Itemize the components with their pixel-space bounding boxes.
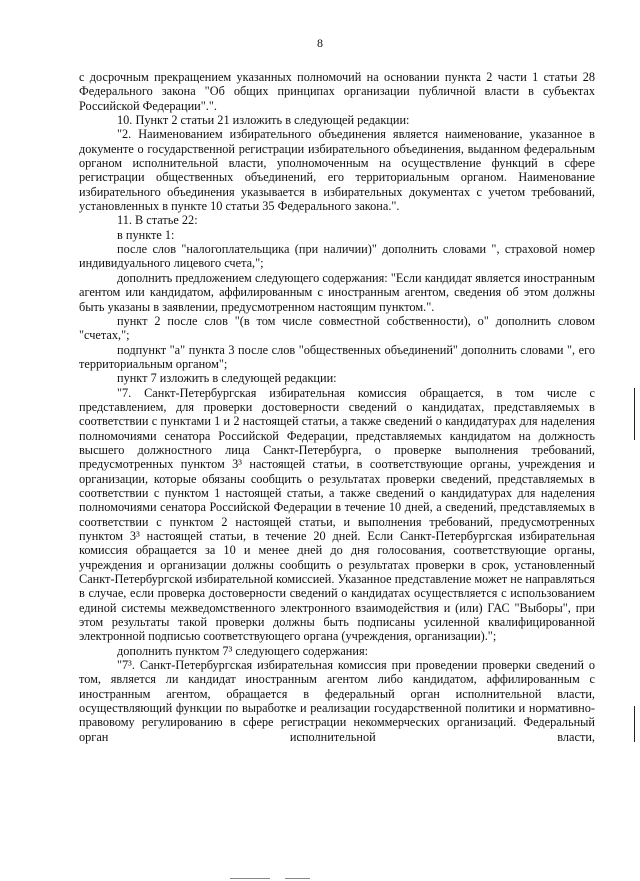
paragraph: "7³. Санкт-Петербургская избирательная комиссия при проведении проверки сведений о том, является ли кандидат иностранным агентом либо кандидатом, аффилированным с иностранным агентом, обращается в федеральный орган исполнительной власти, осуществляющий функции по выработке и реализации государственной политики и нормативно-правовому регулированию в сфере регистрации некоммерческих организаций. Федеральный орган исполнительной власти, bbox=[79, 658, 595, 744]
paragraph: 11. В статье 22: bbox=[117, 213, 198, 228]
paragraph: 10. Пункт 2 статьи 21 изложить в следующей редакции: bbox=[117, 113, 410, 128]
paragraph: пункт 7 изложить в следующей редакции: bbox=[117, 371, 337, 386]
scan-edge-mark bbox=[634, 388, 635, 440]
paragraph: дополнить пунктом 7³ следующего содержания: bbox=[117, 643, 369, 658]
paragraph: после слов "налогоплательщика (при наличии)" дополнить словами ", страховой номер индивидуального лицевого счета,"; bbox=[79, 242, 595, 271]
paragraph: дополнить предложением следующего содержания: "Если кандидат является иностранным агентом или кандидатом, аффилированным с иностранным агентом, сведения об этом должны быть указаны в заявлении, предусмотренном настоящим пунктом.". bbox=[79, 270, 595, 314]
paragraph: подпункт "а" пункта 3 после слов "общественных объединений" дополнить словами ", его территориальным органом"; bbox=[79, 342, 595, 371]
scan-bottom-mark bbox=[285, 878, 310, 879]
paragraph: с досрочным прекращением указанных полномочий на основании пункта 2 части 1 статьи 28 Федерального закона "Об общих принципах организации публичной власти в субъектах Российской Федерации".". bbox=[79, 70, 595, 113]
scan-bottom-mark bbox=[230, 878, 270, 879]
paragraph: пункт 2 после слов "(в том числе совместной собственности), о" дополнить словом "счетах,"; bbox=[79, 313, 595, 343]
paragraph: в пункте 1: bbox=[117, 227, 175, 242]
paragraph: "2. Наименованием избирательного объединения является наименование, указанное в документе о государственной регистрации избирательного объединения, выданном федеральным органом исполнительной власти, уполномоченным на осуществление функций в сфере регистрации общественных объединений, его территориальным органом. Наименование избирательного объединения указывается в избирательных документах с учетом требований, установленных в пункте 10 статьи 35 Федерального закона.". bbox=[79, 127, 595, 214]
paragraph: "7. Санкт-Петербургская избирательная комиссия обращается, в том числе с представлением, для проверки достоверности сведений о кандидатах, представляемых в соответствии с пунктами 1 и 2 настоящей статьи, а также сведений о кандидатурах для наделения полномочиями сенатора Российской Федерации, представляемых кандидатом на должность высшего должностного лица Санкт-Петербурга, о проверке выполнения требований, предусмотренных пунктом 3³ настоящей статьи, в соответствующие органы, учреждения и организации, которые обязаны сообщить о результатах проверки сведений, представляемых в соответствии с пунктом 1 настоящей статьи, а также сведений о кандидатурах для наделения полномочиями сенатора Российской Федерации в течение 10 дней, а сведений, представляемых в соответствии с пунктом 2 настоящей статьи, и выполнения требований, предусмотренных пунктом 3³ настоящей статьи, в течение 20 дней. Если Санкт-Петербургская избирательная комиссия обращается за 10 и менее дней до дня голосования, соответствующие органы, учреждения и организации должны сообщить о результатах проверки в срок, установленный Санкт-Петербургской избирательной комиссией. Указанное представление может не направляться в случае, если проверка достоверности сведений о кандидатах осуществляется с использованием единой системы межведомственного электронного взаимодействия и (или) ГАС "Выборы", при этом результаты такой проверки должны быть подписаны усиленной квалифицированной электронной подписью соответствующего органа (учреждения, организации)."; bbox=[79, 385, 595, 644]
page-number: 8 bbox=[317, 36, 323, 50]
document-body bbox=[79, 70, 595, 744]
scan-edge-mark bbox=[634, 706, 635, 742]
